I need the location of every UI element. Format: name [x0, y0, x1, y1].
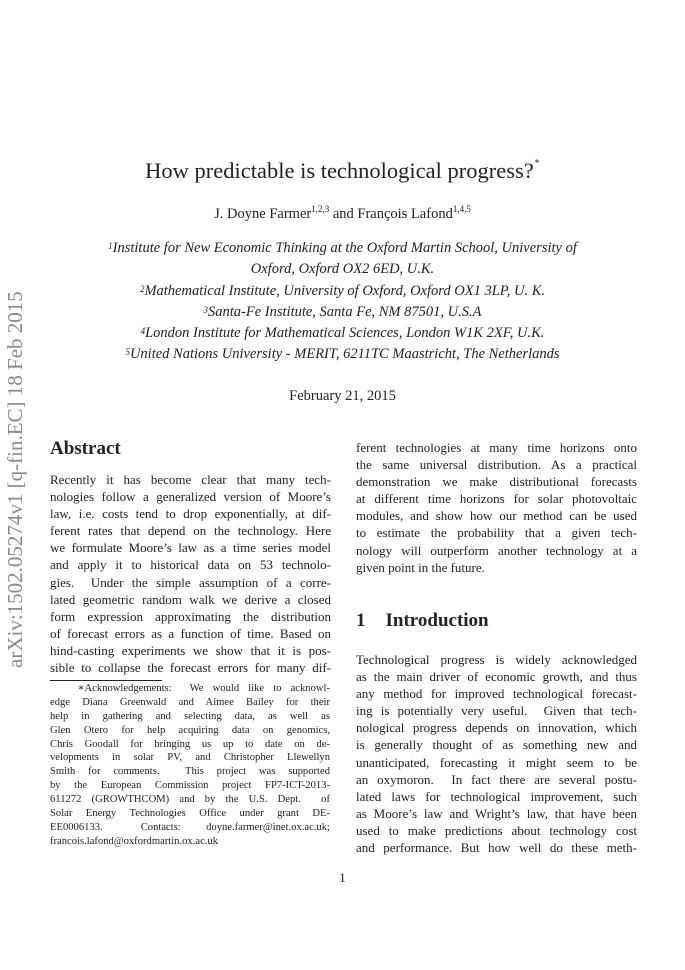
text-line: any method for improved technological forecast- [356, 686, 637, 702]
affiliation-number: 2 [139, 283, 145, 294]
text-line: nology will outperform another technology at a [356, 542, 637, 558]
affiliation [0, 238, 685, 259]
affiliation-number: 4 [140, 326, 146, 337]
text-line: ∗Acknowledgements: We would like to acknowl- [50, 683, 330, 694]
affiliation [0, 259, 685, 280]
page-number: 1 [339, 870, 346, 885]
text-line: lated geometric random walk we derive a closed [50, 591, 331, 607]
text-line: Chris Goodall for bringing us up to date on de- [50, 738, 330, 750]
text-line: Recently it has become clear that many tech- [50, 472, 331, 487]
text-line: of forecast errors as a function of time. Based on [50, 625, 331, 641]
text-line: francois.lafond@oxfordmartin.ox.ac.uk [50, 835, 219, 847]
affiliations [0, 238, 685, 366]
introduction-text [356, 651, 637, 856]
text-line: modules, and show how our method can be used [356, 508, 637, 524]
affiliation-text: London Institute for Mathematical Sciences, London W1K 2XF, U.K. [145, 325, 545, 342]
abstract-left-column [50, 471, 331, 676]
text-line: by the European Commission project FP7-ICT-2013- [50, 780, 330, 792]
footnote [50, 682, 330, 849]
text-line: nologies follow a generalized version of Moore’s [50, 489, 331, 505]
text-line: and performance. But how well do these meth- [356, 840, 637, 856]
affiliation [0, 344, 685, 365]
text-line: given point in the future. [356, 559, 485, 575]
text-line: is generally thought of as something new and [356, 737, 637, 753]
affiliation [0, 281, 685, 302]
text-line: as Moore’s law and Wright’s law, that have been [356, 805, 637, 821]
text-line: Glen Otero for help acquiring data on genomics, [50, 724, 330, 736]
text-line: nological progress depends on innovation, which [356, 720, 637, 736]
title-text: How predictable is technological progress? [145, 158, 534, 183]
affiliation-text: Oxford, Oxford OX2 6ED, U.K. [250, 261, 435, 278]
affiliation-text: Mathematical Institute, University of Oxford, Oxford OX1 3LP, U. K. [144, 282, 546, 299]
text-line: sible to collapse the forecast errors for many dif- [50, 660, 331, 676]
text-line: as the main driver of economic growth, and thus [356, 669, 637, 685]
text-line: demonstration we make distributional forecasts [356, 474, 637, 490]
author-affil: 1,4,5 [452, 204, 471, 214]
text-line: 611272 (GROWTHCOM) and by the U.S. Dept. of [50, 794, 330, 806]
arxiv-stamp: arXiv:1502.05274v1 [q-fin.EC] 18 Feb 2015 [3, 291, 27, 668]
text-line: form expression approximating the distribution [50, 608, 331, 624]
affiliation-number: 5 [125, 347, 130, 358]
text-line: at different time horizons for solar photovoltaic [356, 491, 637, 507]
text-line: edge Diana Greenwald and Aimee Bailey for their [50, 696, 330, 708]
text-line: and apply it to historical data on 53 technolo- [50, 557, 331, 573]
section-heading [356, 610, 489, 632]
text-line: Solar Energy Technologies Office under grant DE- [50, 808, 330, 820]
text-line: Technological progress is widely acknowledged [356, 652, 637, 667]
text-line: Smith for comments. This project was supported [50, 766, 330, 778]
text-line: ferent rates that depend on the technology. Here [50, 523, 331, 539]
text-line: gies. Under the simple assumption of a corre- [50, 574, 331, 590]
author-and: and [329, 206, 358, 222]
affiliation [0, 323, 685, 344]
author-affil: 1,2,3 [311, 204, 330, 214]
text-line: ing is potentially very useful. Given that tech- [356, 703, 637, 719]
text-line: unanticipated, forecasting it might seem to be [356, 754, 637, 770]
text-line: EE0006133. Contacts: doyne.farmer@inet.ox.ac.uk; [50, 821, 330, 833]
affiliation-number: 1 [108, 241, 113, 251]
text-line: hind-casting experiments we show that it is pos- [50, 642, 331, 658]
affiliation-text: United Nations University - MERIT, 6211TC Maastricht, The Netherlands [129, 346, 560, 363]
abstract-right-column [356, 439, 637, 576]
text-line: law, i.e. costs tend to drop exponentially, at dif- [50, 506, 331, 522]
title-footnote-mark: ∗ [533, 156, 540, 166]
affiliation-number: 3 [203, 304, 209, 315]
footnote-rule [50, 680, 162, 681]
affiliation-text: Institute for New Economic Thinking at the Oxford Martin School, University of [112, 240, 577, 256]
affiliation-text: Santa-Fe Institute, Santa Fe, NM 87501, U.S.A [208, 303, 482, 320]
section-number: 1 [356, 610, 366, 631]
authors [0, 206, 685, 223]
text-line: to estimate the probability that a given tech- [356, 525, 637, 541]
text-line: an oxymoron. In fact there are several postu- [356, 771, 637, 787]
text-line: help in gathering and selecting data, as well as [50, 710, 330, 722]
abstract-heading: Abstract [50, 438, 121, 459]
text-line: ferent technologies at many time horizons onto [356, 440, 637, 455]
date: February 21, 2015 [289, 388, 396, 404]
text-line: the same universal distribution. As a practical [356, 457, 637, 473]
text-line: velopments in solar PV, and Christopher Llewellyn [50, 752, 330, 764]
author-name: J. Doyne Farmer [214, 206, 312, 222]
author-name: François Lafond [357, 206, 453, 222]
affiliation [0, 302, 685, 323]
text-line: used to make predictions about technology cost [356, 822, 637, 838]
section-title: Introduction [385, 610, 489, 631]
text-line: we formulate Moore’s law as a time series model [50, 540, 331, 556]
paper-title [0, 158, 685, 184]
text-line: lated laws for technological improvement, such [356, 788, 637, 804]
